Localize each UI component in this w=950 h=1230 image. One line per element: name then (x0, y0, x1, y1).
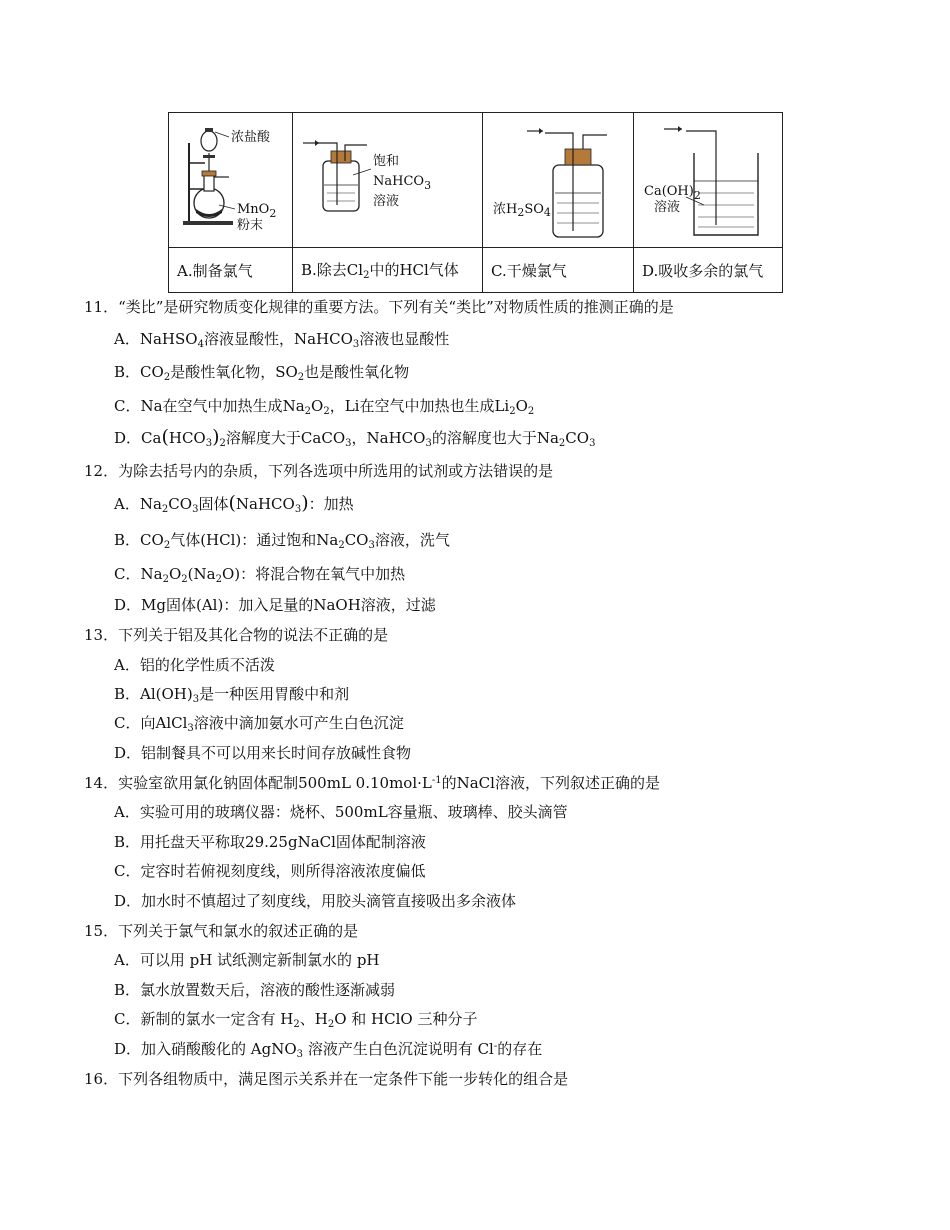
label-saturated: 饱和 (373, 154, 400, 169)
apparatus-cell-a (169, 113, 293, 248)
label-powder: 粉末 (237, 218, 264, 233)
question-11-stem: 11．“类比”是研究物质变化规律的重要方法。下列有关“类比”对物质性质的推测正确的是 (84, 298, 674, 316)
question-14-option-d: D．加水时不慎超过了刻度线，用胶头滴管直接吸出多余液体 (114, 892, 517, 910)
apparatus-cell-c (483, 113, 634, 248)
question-15-stem: 15．下列关于氯气和氯水的叙述正确的是 (84, 922, 359, 940)
question-16-stem: 16．下列各组物质中，满足图示关系并在一定条件下能一步转化的组合是 (84, 1070, 569, 1088)
question-12-option-b: B．$CO_2$气体(HCl)：通过饱和$Na_2CO_3$溶液，洗气 (114, 531, 450, 551)
question-12-stem: 12．为除去括号内的杂质，下列各选项中所选用的试剂或方法错误的是 (84, 462, 554, 480)
question-15-option-c: C．新制的氯水一定含有 $H_2$、$H_2O$ 和 HClO 三种分子 (114, 1010, 478, 1030)
caption-b: B.除去$Cl_2$中的HCl气体 (293, 248, 483, 293)
question-14-option-b: B．用托盘天平称取29.25gNaCl固体配制溶液 (114, 833, 426, 851)
apparatus-table (168, 112, 783, 293)
drying-bottle-diagram (483, 113, 633, 247)
question-15-option-a: A．可以用 pH 试纸测定新制氯水的 pH (114, 951, 380, 969)
question-13-stem: 13．下列关于铝及其化合物的说法不正确的是 (84, 626, 389, 644)
question-11-option-c: C．Na在空气中加热生成$Na_2O_2$，Li在空气中加热也生成$Li_2O_2$ (114, 397, 535, 417)
label-nahco3: NaHCO$_3$ (373, 174, 432, 192)
question-15-option-b: B．氯水放置数天后，溶液的酸性逐渐减弱 (114, 981, 396, 999)
question-13-option-d: D．铝制餐具不可以用来长时间存放碱性食物 (114, 744, 412, 762)
question-13-option-c: C．向AlCl$_3$溶液中滴加氨水可产生白色沉淀 (114, 714, 404, 734)
label-conc-hcl: 浓盐酸 (231, 130, 271, 145)
question-14-option-c: C．定容时若俯视刻度线，则所得溶液浓度偏低 (114, 862, 426, 880)
label-solution-d: 溶液 (654, 200, 681, 215)
chlorine-generator-diagram (169, 113, 292, 247)
apparatus-cell-d (634, 113, 783, 248)
label-solution-b: 溶液 (373, 194, 400, 209)
caption-a: A.制备氯气 (169, 248, 293, 293)
apparatus-cell-b (293, 113, 483, 248)
question-12-option-a: A．$Na_2CO_3$固体(NaHCO$_3$)：加热 (114, 492, 354, 515)
question-11-option-a: A．NaHSO$_4$溶液显酸性，NaHCO$_3$溶液也显酸性 (114, 330, 450, 350)
question-14-stem: 14．实验室欲用氯化钠固体配制500mL $0.10mol\cdot L^{-1}$的NaCl溶液，下列叙述正确的是 (84, 774, 660, 792)
question-11-option-b: B．$CO_2$是酸性氧化物，$SO_2$也是酸性氧化物 (114, 363, 410, 383)
caption-c: C.干燥氯气 (483, 248, 634, 293)
label-conc-h2so4: 浓$H_2SO_4$ (493, 202, 551, 219)
label-mno2: MnO$_2$ (237, 202, 277, 220)
wash-bottle-diagram (293, 113, 482, 247)
question-11-option-d: D．$Ca(HCO_3)_2$溶解度大于CaCO$_3$，NaHCO$_3$的溶解度也大于$Na_2CO_3$ (114, 426, 596, 449)
question-13-option-a: A．铝的化学性质不活泼 (114, 656, 275, 674)
question-15-option-d: D．加入硝酸酸化的 AgNO$_3$ 溶液产生白色沉淀说明有 Cl-的存在 (114, 1040, 543, 1060)
absorption-beaker-diagram (634, 113, 782, 247)
caption-d: D.吸收多余的氯气 (634, 248, 783, 293)
question-12-option-c: C．$Na_2O_2(Na_2O)$：将混合物在氧气中加热 (114, 565, 406, 585)
question-12-option-d: D．Mg固体(Al)：加入足量的NaOH溶液，过滤 (114, 596, 436, 614)
label-caoh2: $Ca(OH)_2$ (644, 184, 701, 202)
question-14-option-a: A．实验可用的玻璃仪器：烧杯、500mL容量瓶、玻璃棒、胶头滴管 (114, 803, 568, 821)
question-13-option-b: B．$Al(OH)_3$是一种医用胃酸中和剂 (114, 685, 350, 705)
